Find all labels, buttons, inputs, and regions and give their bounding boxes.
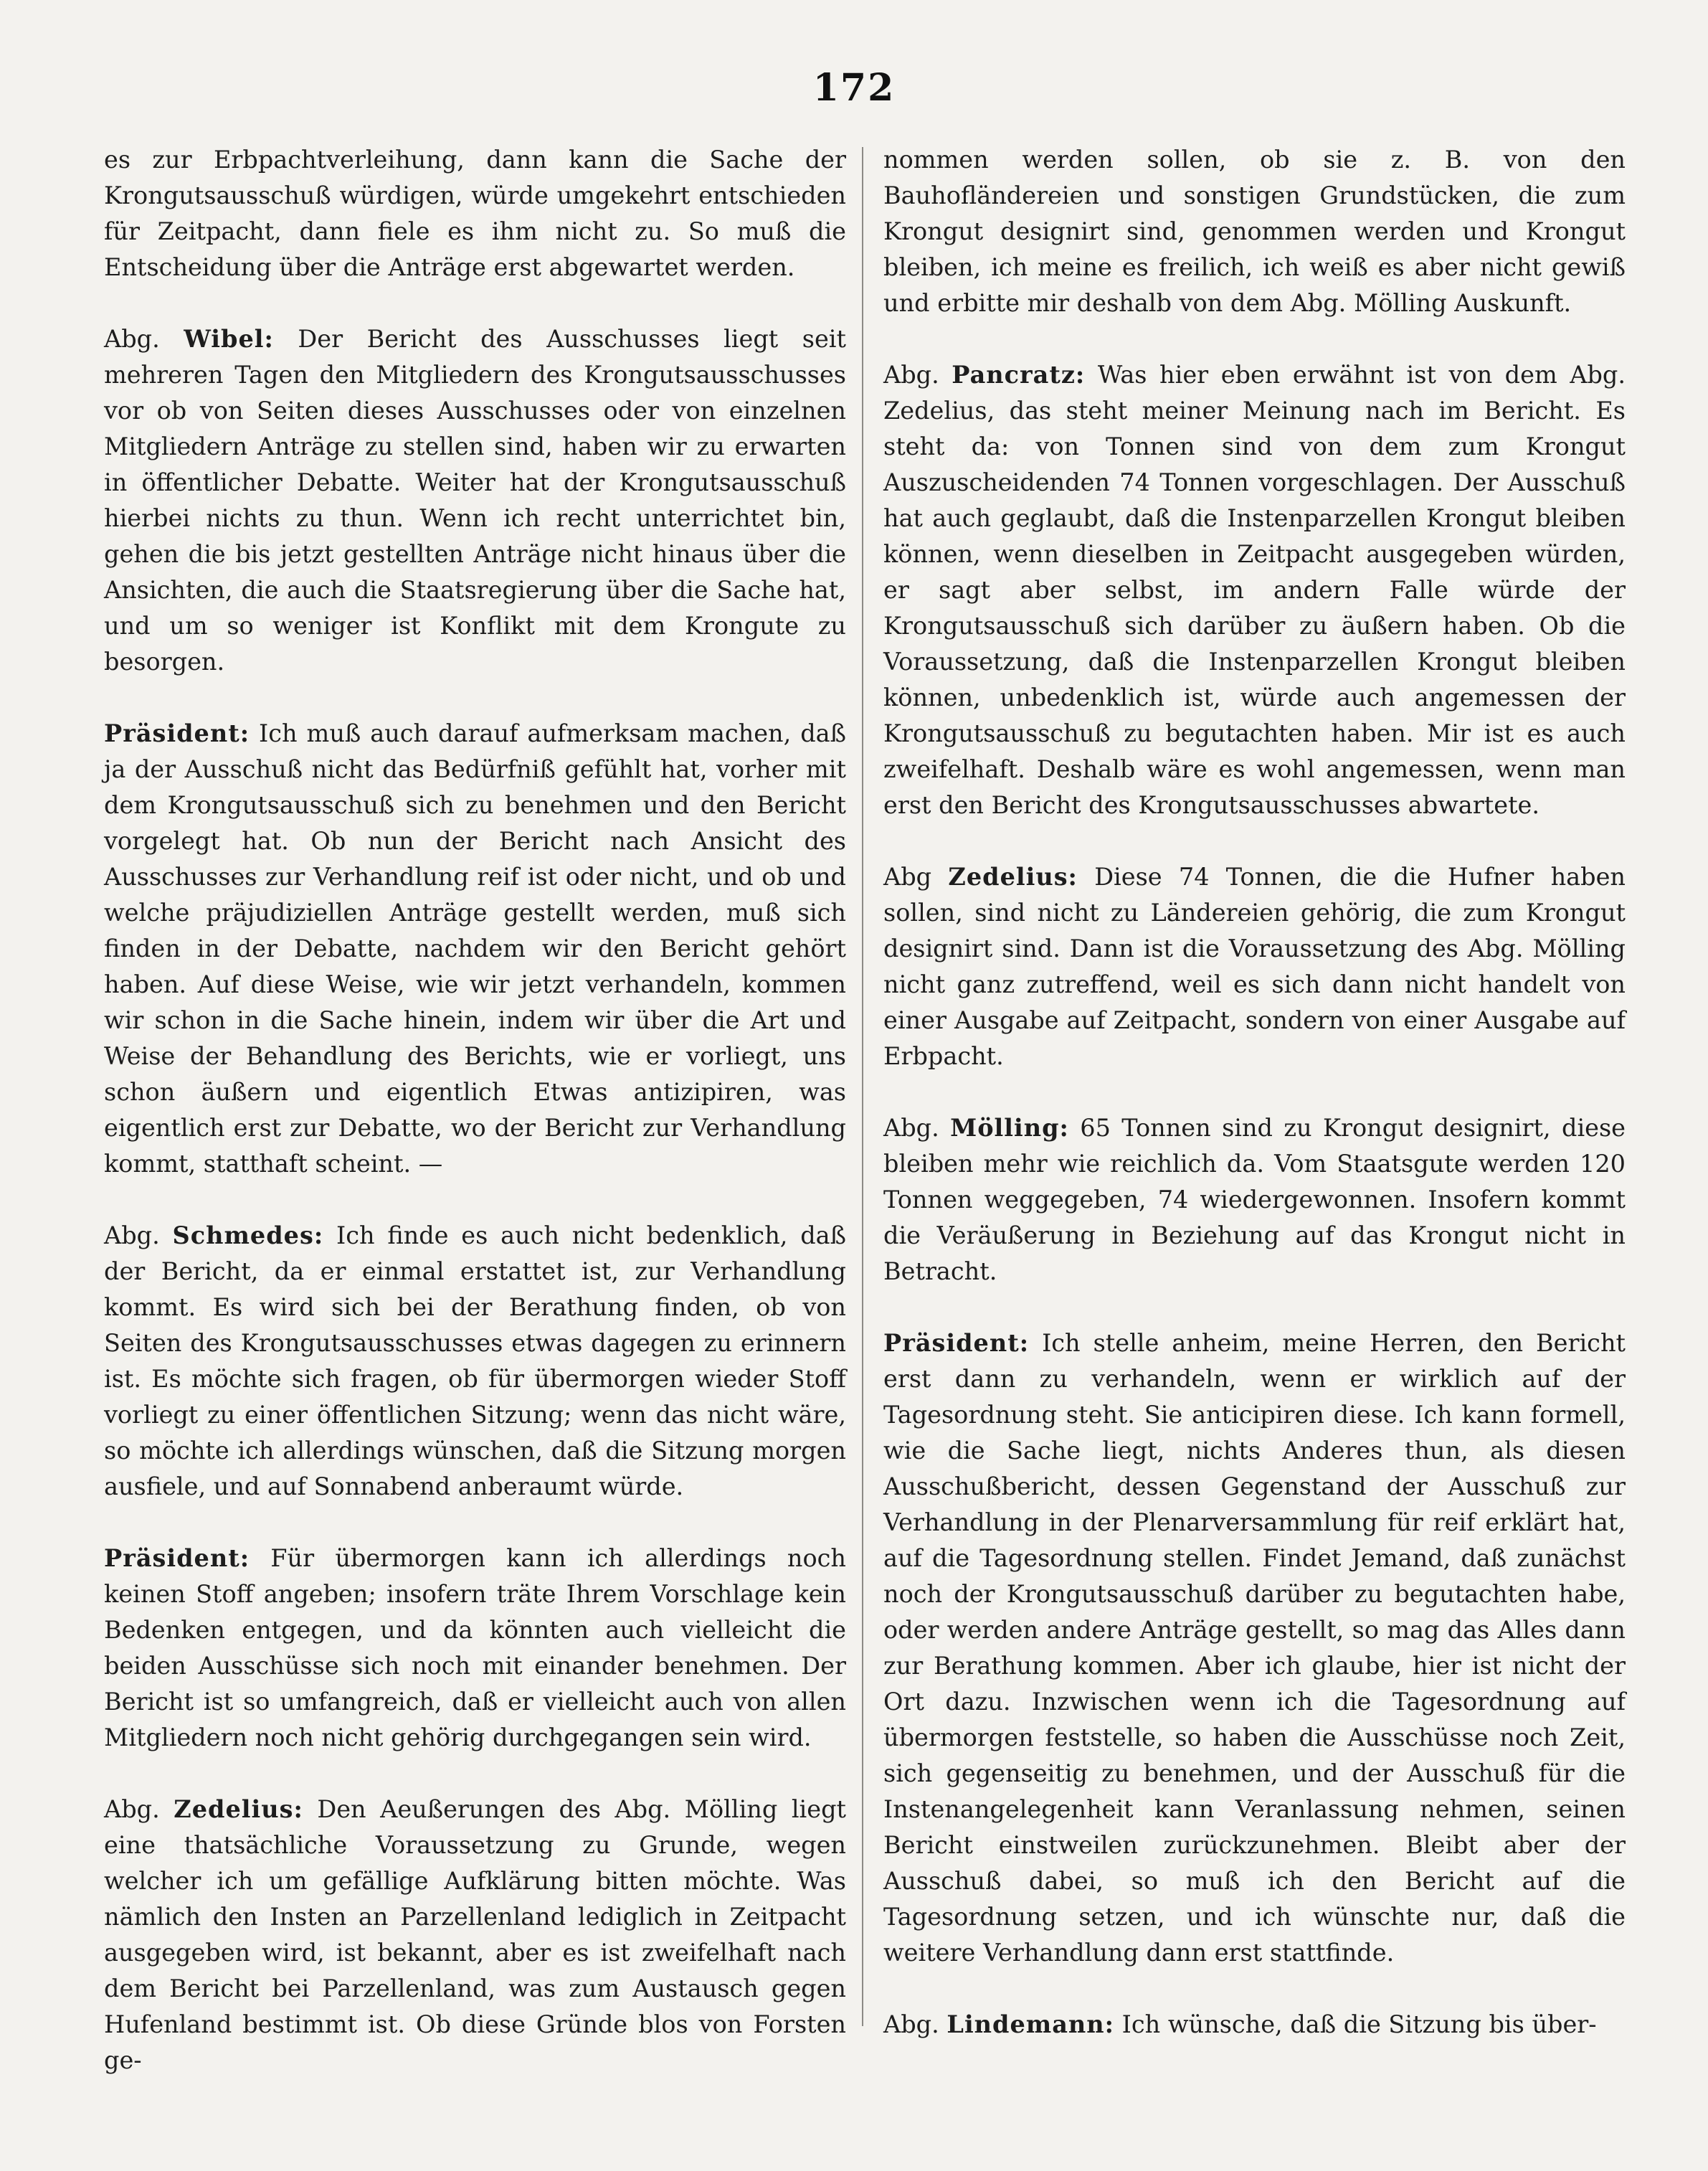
speaker-prefix: Abg. — [883, 2010, 939, 2038]
paragraph-text: Ich wünsche, daß die Sitzung bis über- — [1121, 2010, 1597, 2038]
speaker-prefix: Abg. — [104, 325, 160, 353]
speaker-name: Präsident: — [883, 1329, 1030, 1357]
paragraph — [883, 1325, 1626, 1971]
paragraph-text: Für übermorgen kann ich allerdings noch keinen Stoff angeben; insofern träte Ihrem Vorschlage kein Bedenken entgegen, und da könnten auch vielleicht die beiden Ausschüsse sich noch mit einander benehmen. Der Bericht ist so umfangreich, daß er vielleicht auch von allen Mitgliedern noch nicht gehörig durchgegangen sein wird. — [104, 1544, 846, 1751]
paragraph-text: Diese 74 Tonnen, die die Hufner haben sollen, sind nicht zu Ländereien gehörig, die zum Krongut designirt sind. Dann ist die Voraussetzung des Abg. Mölling nicht ganz zutreffend, weil es sich dann nicht handelt von einer Ausgabe auf Zeitpacht, sondern von einer Ausgabe auf Erbpacht. — [883, 863, 1626, 1070]
paragraph — [104, 1541, 846, 1756]
speaker-name: Schmedes: — [172, 1221, 324, 1249]
paragraph — [883, 1110, 1626, 1290]
paragraph-text: Ich finde es auch nicht bedenklich, daß der Bericht, da er einmal erstattet ist, zur Verhandlung kommt. Es wird sich bei der Berathung finden, ob von Seiten des Krongutsausschusses etwas dagegen zu erinnern ist. Es möchte sich fragen, ob für übermorgen wieder Stoff vorliegt zu einer öffentlichen Sitzung; wenn das nicht wäre, so möchte ich allerdings wünschen, daß die Sitzung morgen ausfiele, und auf Sonnabend anberaumt würde. — [104, 1221, 846, 1500]
paragraph — [883, 142, 1626, 321]
column-divider — [862, 147, 863, 2026]
paragraph-text: es zur Erbpachtverleihung, dann kann die Sache der Krongutsausschuß würdigen, würde umgekehrt entschieden für Zeitpacht, dann fiele es ihm nicht zu. So muß die Entscheidung über die Anträge erst abgewartet werden. — [104, 146, 846, 281]
speaker-prefix: Abg. — [104, 1221, 160, 1249]
speaker-name: Zedelius: — [174, 1795, 303, 1823]
left-column — [104, 142, 846, 2078]
paragraph-text: Ich muß auch darauf aufmerksam machen, daß ja der Ausschuß nicht das Bedürfniß gefühlt hat, vorher mit dem Krongutsausschuß sich zu benehmen und den Bericht vorgelegt hat. Ob nun der Bericht nach Ansicht des Ausschusses zur Verhandlung reif ist oder nicht, und ob und welche präjudiziellen Anträge gestellt werden, muß sich finden in der Debatte, nachdem wir den Bericht gehört haben. Auf diese Weise, wie wir jetzt verhandeln, kommen wir schon in die Sache hinein, indem wir über die Art und Weise der Behandlung des Berichts, wie er vorliegt, uns schon äußern und eigentlich Etwas antizipiren, was eigentlich erst zur Debatte, wo der Bericht zur Verhandlung kommt, statthaft scheint. — — [104, 719, 846, 1178]
paragraph — [883, 859, 1626, 1074]
right-column — [883, 142, 1626, 2043]
paragraph — [104, 1792, 846, 2078]
paragraph-text: Der Bericht des Ausschusses liegt seit mehreren Tagen den Mitgliedern des Krongutsausschusses vor ob von Seiten dieses Ausschusses oder von einzelnen Mitgliedern Anträge zu stellen sind, haben wir zu erwarten in öffentlicher Debatte. Weiter hat der Krongutsausschuß hierbei nichts zu thun. Wenn ich recht unterrichtet bin, gehen die bis jetzt gestellten Anträge nicht hinaus über die Ansichten, die auch die Staatsregierung über die Sache hat, und um so weniger ist Konflikt mit dem Krongute zu besorgen. — [104, 325, 846, 676]
paragraph — [104, 1218, 846, 1505]
paragraph-text: Ich stelle anheim, meine Herren, den Bericht erst dann zu verhandeln, wenn er wirklich auf der Tagesordnung steht. Sie anticipiren diese. Ich kann formell, wie die Sache liegt, nichts Anderes thun, als diesen Ausschußbericht, dessen Gegenstand der Ausschuß zur Verhandlung in der Plenarversammlung für reif erklärt hat, auf die Tagesordnung stellen. Findet Jemand, daß zunächst noch der Krongutsausschuß darüber zu begutachten habe, oder werden andere Anträge gestellt, so mag das Alles dann zur Berathung kommen. Aber ich glaube, hier ist nicht der Ort dazu. Inzwischen wenn ich die Tagesordnung auf übermorgen feststelle, so haben die Ausschüsse noch Zeit, sich gegenseitig zu benehmen, und der Ausschuß für die Instenangelegenheit kann Veranlassung nehmen, seinen Bericht einstweilen zurückzunehmen. Bleibt aber der Ausschuß dabei, so muß ich den Bericht auf die Tagesordnung setzen, und ich wünschte nur, daß die weitere Verhandlung dann erst stattfinde. — [883, 1329, 1626, 1967]
paragraph — [883, 2007, 1626, 2043]
speaker-name: Wibel: — [184, 325, 274, 353]
speaker-name: Lindemann: — [946, 2010, 1114, 2038]
speaker-prefix: Abg — [883, 863, 932, 891]
page-number: 172 — [812, 66, 896, 110]
speaker-name: Präsident: — [104, 1544, 250, 1572]
paragraph — [883, 357, 1626, 823]
speaker-name: Mölling: — [950, 1114, 1069, 1142]
speaker-name: Präsident: — [104, 719, 250, 747]
paragraph — [104, 142, 846, 285]
paragraph — [104, 321, 846, 680]
speaker-prefix: Abg. — [883, 1114, 939, 1142]
paragraph — [104, 716, 846, 1182]
speaker-name: Pancratz: — [952, 361, 1086, 389]
paragraph-text: 65 Tonnen sind zu Krongut designirt, diese bleiben mehr wie reichlich da. Vom Staatsgute werden 120 Tonnen weggegeben, 74 wiedergewonnen. Insofern kommt die Veräußerung in Beziehung auf das Krongut nicht in Betracht. — [883, 1114, 1626, 1285]
speaker-prefix: Abg. — [883, 361, 939, 389]
speaker-name: Zedelius: — [948, 863, 1078, 891]
speaker-prefix: Abg. — [104, 1795, 160, 1823]
paragraph-text: nommen werden sollen, ob sie z. B. von den Bauhofländereien und sonstigen Grundstücken, die zum Krongut designirt sind, genommen werden und Krongut bleiben, ich meine es freilich, ich weiß es aber nicht gewiß und erbitte mir deshalb von dem Abg. Mölling Auskunft. — [883, 146, 1626, 317]
paragraph-text: Den Aeußerungen des Abg. Mölling liegt eine thatsächliche Voraussetzung zu Grunde, wegen welcher ich um gefällige Aufklärung bitten möchte. Was nämlich den Insten an Parzellenland lediglich in Zeitpacht ausgegeben wird, ist bekannt, aber es ist zweifelhaft nach dem Bericht bei Parzellenland, was zum Austausch gegen Hufenland bestimmt ist. Ob diese Gründe blos von Forsten ge- — [104, 1795, 847, 2074]
paragraph-text: Was hier eben erwähnt ist von dem Abg. Zedelius, das steht meiner Meinung nach im Bericht. Es steht da: von Tonnen sind von dem zum Krongut Auszuscheidenden 74 Tonnen vorgeschlagen. Der Ausschuß hat auch geglaubt, daß die Instenparzellen Krongut bleiben können, wenn dieselben in Zeitpacht ausgegeben würden, er sagt aber selbst, im andern Falle würde der Krongutsausschuß sich darüber zu äußern haben. Ob die Voraussetzung, daß die Instenparzellen Krongut bleiben können, unbedenklich ist, würde auch angemessen der Krongutsausschuß zu begutachten haben. Mir ist es auch zweifelhaft. Deshalb wäre es wohl angemessen, wenn man erst den Bericht des Krongutsausschusses abwartete. — [883, 361, 1626, 819]
